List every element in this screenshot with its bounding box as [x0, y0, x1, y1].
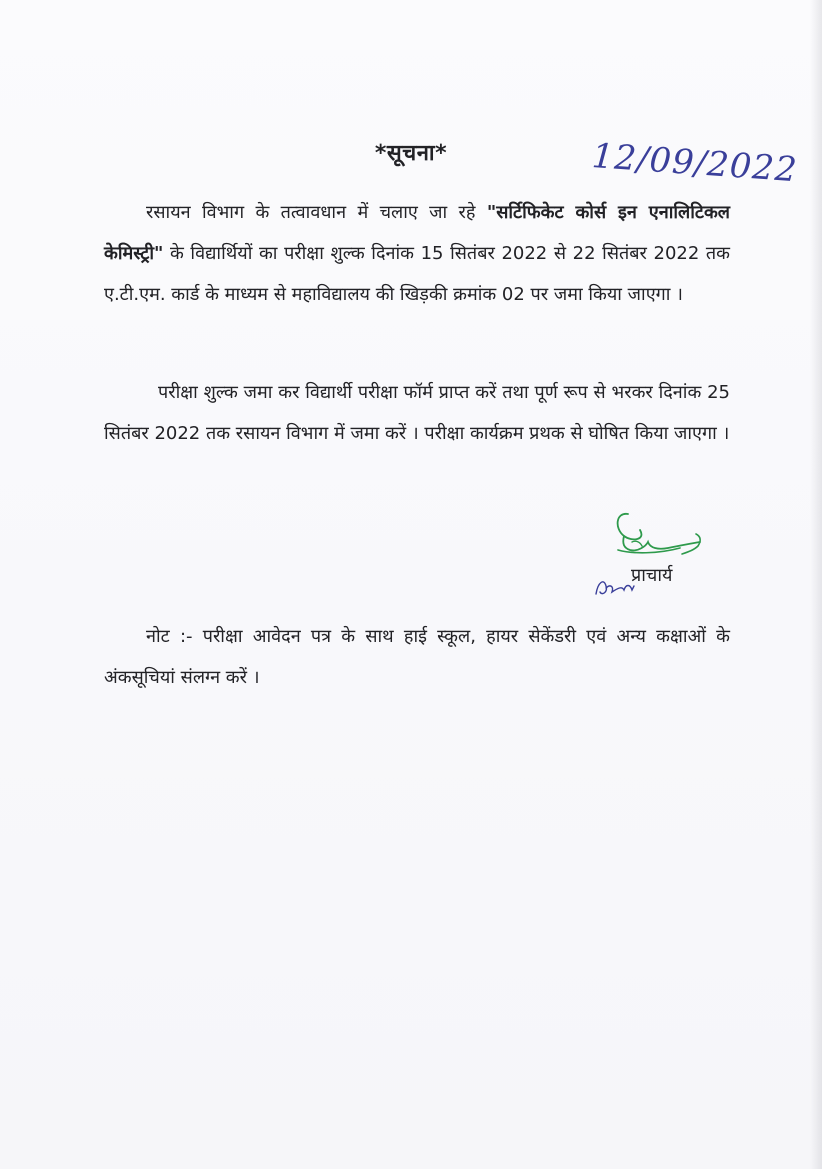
paragraph-form-submission: परीक्षा शुल्क जमा कर विद्यार्थी परीक्षा फॉर्म प्राप्त करें तथा पूर्ण रूप से भरकर दिनांक 25 सितंबर 2022 तक रसायन विभाग में जमा करें । परीक्षा कार्यक्रम प्रथक से घोषित किया जाएगा । — [104, 382, 730, 444]
notice-title: *सूचना* — [374, 141, 448, 166]
signatory-title: प्राचार्य — [631, 565, 673, 586]
paragraph-tail-text: के विद्यार्थियों का परीक्षा शुल्क दिनांक 15 सितंबर 2022 से 22 सितंबर 2022 तक ए.टी.एम. कार्ड के माध्यम से महाविद्यालय की खिड़की क्रमांक 02 पर जमा किया जाएगा । — [104, 243, 730, 305]
paragraph-fee-schedule — [104, 192, 730, 315]
handwritten-date: 12/09/2022 — [590, 136, 799, 191]
scan-edge-shadow — [810, 0, 822, 1169]
principal-signature — [588, 506, 728, 602]
paragraph-lead-text: रसायन विभाग के तत्वावधान में चलाए जा रहे — [146, 202, 487, 223]
note-paragraph: नोट :- परीक्षा आवेदन पत्र के साथ हाई स्कूल, हायर सेकेंडरी एवं अन्य कक्षाओं के अंकसूचियां संलग्न करें । — [104, 626, 730, 688]
course-name: "सर्टिफिकेट कोर्स इन एनालिटिकल केमिस्ट्री" — [104, 202, 730, 264]
